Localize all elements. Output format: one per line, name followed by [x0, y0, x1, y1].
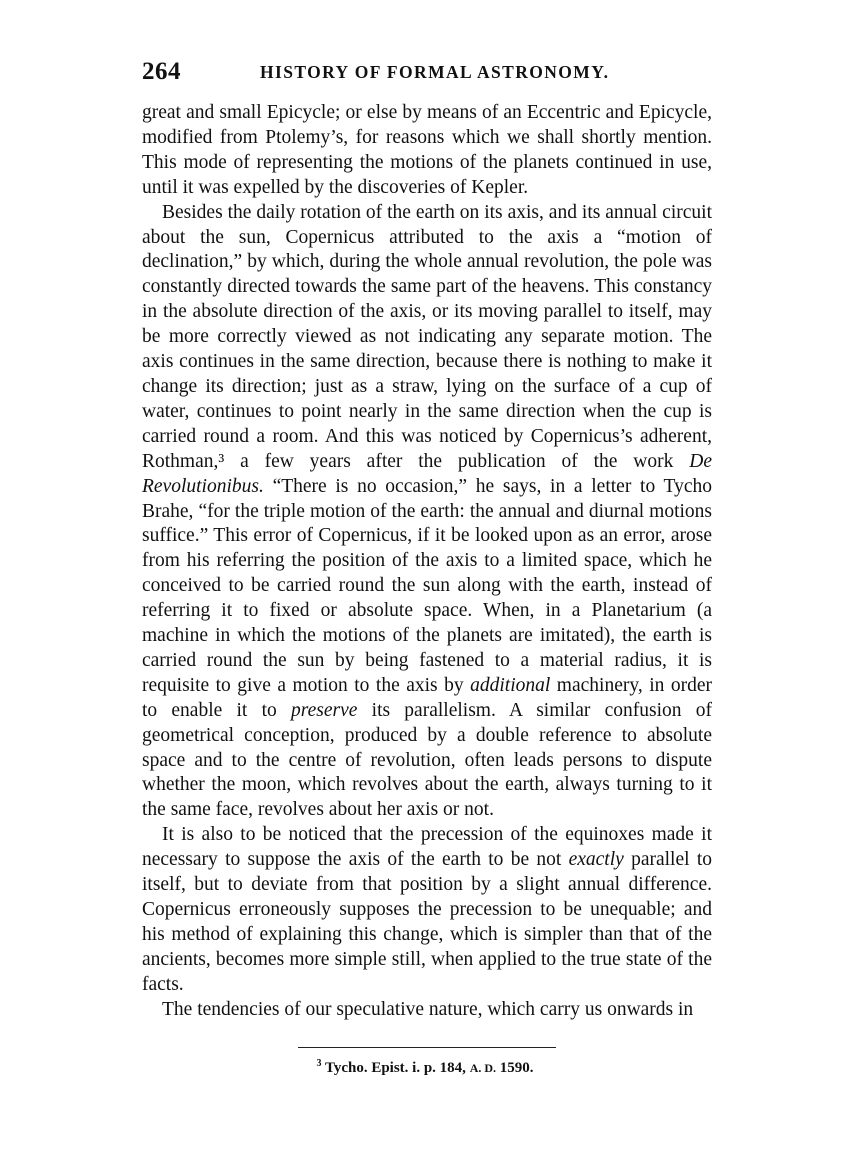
footnote-era: A. D. — [469, 1061, 497, 1075]
body-text — [142, 101, 712, 1023]
paragraph-1: great and small Epicycle; or else by means of an Eccentric and Epicycle, modified from Ptolemy’s, for reasons which we shall shortly mention. This mode of representing the motions of the planets continued in use, until it was expelled by the discoveries of Kepler. — [142, 102, 712, 198]
footnote — [0, 1058, 850, 1077]
page-number: 264 — [142, 58, 181, 85]
footnote-citation: Tycho. Epist. i. p. 184, — [324, 1060, 466, 1076]
running-head: HISTORY OF FORMAL ASTRONOMY. — [260, 62, 610, 82]
footnote-divider — [298, 1047, 556, 1048]
paragraph-4: The tendencies of our speculative nature, which carry us onwards in — [162, 998, 694, 1020]
footnote-year: 1590. — [499, 1060, 534, 1076]
paragraph-2: Besides the daily rotation of the earth on its axis, and its annual circuit about the sun, Copernicus attributed to the axis a “motion of declination,” by which, during the whole annual revolution, the pole was constantly directed towards the same part of the heavens. This constancy in the absolute direction of the axis, or its moving parallel to itself, may be more correctly viewed as not indicating any separate motion. The axis continues in the same direction, because there is nothing to make it change its direction; just as a straw, lying on the surface of a cup of water, continues to point nearly in the same direction when the cup is carried round a room. And this was noticed by Copernicus’s adherent, Rothman,³ a few years after the publication of the work De Revolutionibus. “There is no occasion,” he says, in a letter to Tycho Brahe, “for the triple motion of the earth: the annual and diurnal motions suffice.” This error of Copernicus, if it be looked upon as an error, arose from his referring the position of the axis to a limited space, which he conceived to be carried round the sun along with the earth, instead of referring it to fixed or absolute space. When, in a Planetarium (a machine in which the motions of the planets are imitated), the earth is carried round the sun by being fastened to a material radius, it is requisite to give a motion to the axis by additional machinery, in order to enable it to preserve its parallelism. A similar confusion of geometrical conception, produced by a double reference to absolute space and to the centre of revolution, often leads persons to dispute whether the moon, which revolves about the earth, always turning to it the same face, revolves about her axis or not. — [142, 201, 713, 821]
page-header — [142, 58, 712, 88]
footnote-marker: 3 — [316, 1058, 322, 1069]
paragraph-3: It is also to be noticed that the precession of the equinoxes made it necessary to suppose the axis of the earth to be not exactly parallel to itself, but to deviate from that position by a slight annual difference. Copernicus erroneously supposes the precession to be unequable; and his method of explaining this change, which is simpler than that of the ancients, becomes more simple still, when applied to the true state of the facts. — [142, 824, 712, 995]
